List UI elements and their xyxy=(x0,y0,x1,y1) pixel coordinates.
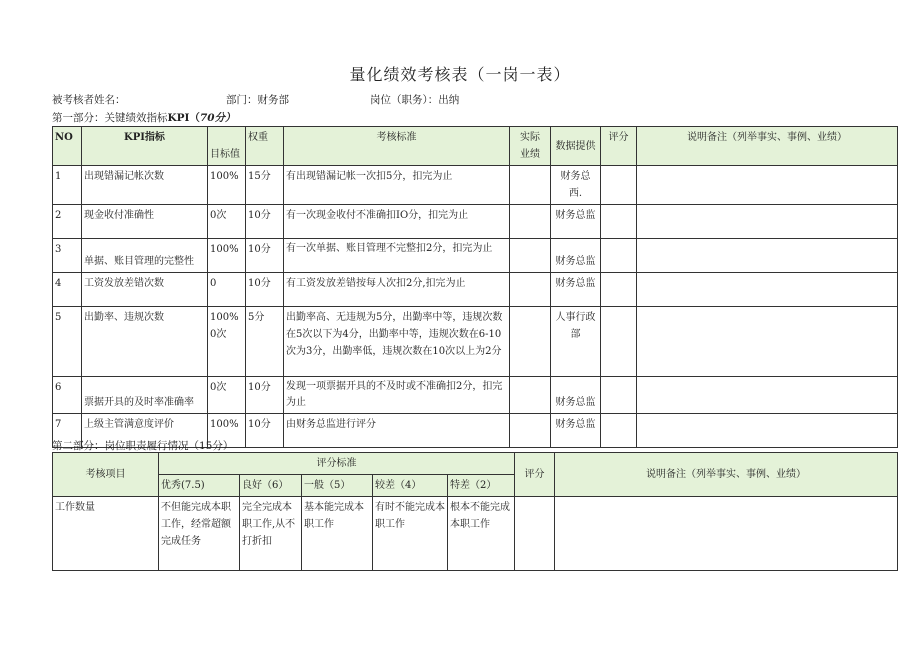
col-no: NO xyxy=(53,127,82,166)
row-note[interactable] xyxy=(637,414,898,448)
row-provider: 人事行政部 xyxy=(551,307,601,377)
row-score[interactable] xyxy=(601,307,637,377)
row-standard: 有出现错漏记帐一次扣5分，扣完为止 xyxy=(284,166,510,205)
part1-heading-prefix: 第一部分：关键绩效指标 xyxy=(52,112,168,124)
row-actual[interactable] xyxy=(510,377,551,414)
row-no: 5 xyxy=(53,307,82,377)
row-score[interactable] xyxy=(601,377,637,414)
row-standard: 发现一项票据开具的不及时或不准确扣2分，扣完为止 xyxy=(284,377,510,414)
table-row xyxy=(53,497,898,571)
row-target: 100% xyxy=(208,414,246,448)
row-score[interactable] xyxy=(601,205,637,239)
row-no: 6 xyxy=(53,377,82,414)
row-standard: 有一次现金收付不准确扣IO分，扣完为止 xyxy=(284,205,510,239)
row-level-average: 基本能完成本职工作 xyxy=(302,497,373,571)
table-row xyxy=(53,205,898,239)
col-scoring-standard: 评分标准 xyxy=(159,453,515,475)
row-kpi: 工资发放差错次数 xyxy=(82,273,208,307)
row-kpi: 出勤率、违规次数 xyxy=(82,307,208,377)
row-weight: 5分 xyxy=(246,307,284,377)
row-actual[interactable] xyxy=(510,273,551,307)
department-label: 部门：财务部 xyxy=(226,94,289,106)
row-kpi: 上级主管满意度评价 xyxy=(82,414,208,448)
row-note[interactable] xyxy=(637,307,898,377)
row-no: 3 xyxy=(53,239,82,273)
col-standard: 考核标准 xyxy=(284,127,510,166)
col-note: 说明备注（列举事实、事例、业绩） xyxy=(555,453,898,497)
part1-heading-kpi: KPI（ xyxy=(167,112,200,124)
row-kpi: 票据开具的及时率准确率 xyxy=(82,377,208,414)
col-note: 说明备注（列举事实、事例、业绩） xyxy=(637,127,898,166)
row-no: 2 xyxy=(53,205,82,239)
row-kpi: 单据、账目管理的完整性 xyxy=(82,239,208,273)
col-score: 评分 xyxy=(515,453,555,497)
level-very-poor: 特差（2） xyxy=(448,475,515,497)
row-actual[interactable] xyxy=(510,414,551,448)
level-poor: 较差（4） xyxy=(373,475,448,497)
row-item: 工作数量 xyxy=(53,497,159,571)
row-standard: 有工资发放差错按每人次扣2分,扣完为止 xyxy=(284,273,510,307)
row-target: 100% xyxy=(208,239,246,273)
row-target: 0次 xyxy=(208,377,246,414)
row-level-very-poor: 根本不能完成本职工作 xyxy=(448,497,515,571)
row-provider: 财务总监 xyxy=(551,205,601,239)
row-actual[interactable] xyxy=(510,205,551,239)
row-level-excellent: 不但能完成本职工作，经常超额完成任务 xyxy=(159,497,240,571)
row-standard: 有一次单据、账目管理不完整扣2分，扣完为止 xyxy=(284,239,510,273)
examinee-name-label: 被考核者姓名： xyxy=(52,94,126,106)
row-kpi: 现金收付准确性 xyxy=(82,205,208,239)
row-note[interactable] xyxy=(637,239,898,273)
row-level-good: 完全完成本职工作,从不打折扣 xyxy=(240,497,302,571)
part2-heading: 第二部分：岗位职责履行情况（15分） xyxy=(52,440,234,452)
table-row xyxy=(53,273,898,307)
table-row xyxy=(53,166,898,205)
row-target: 0 xyxy=(208,273,246,307)
kpi-table-header xyxy=(53,127,898,166)
duty-table-header xyxy=(53,453,898,475)
col-kpi: KPI指标 xyxy=(82,127,208,166)
table-row xyxy=(53,307,898,377)
row-level-poor: 有时不能完成本职工作 xyxy=(373,497,448,571)
row-standard: 出勤率高、无违规为5分，出勤率中等，违规次数在5次以下为4分，出勤率中等，违规次数在6-10次为3分，出勤率低，违规次数在10次以上为2分 xyxy=(284,307,510,377)
col-weight: 权重 xyxy=(246,127,284,166)
row-weight: 15分 xyxy=(246,166,284,205)
col-item: 考核项目 xyxy=(53,453,159,497)
position-label: 岗位（职务）：出纳 xyxy=(370,94,460,106)
col-actual xyxy=(510,127,551,166)
col-target: 目标值 xyxy=(208,127,246,166)
row-weight: 10分 xyxy=(246,273,284,307)
row-standard: 由财务总监进行评分 xyxy=(284,414,510,448)
level-excellent: 优秀(7.5) xyxy=(159,475,240,497)
row-target: 100% 0次 xyxy=(208,307,246,377)
duty-table xyxy=(52,452,898,571)
row-weight: 10分 xyxy=(246,414,284,448)
row-provider: 财务总监 xyxy=(551,414,601,448)
row-weight: 10分 xyxy=(246,205,284,239)
row-provider: 财务总 西. xyxy=(551,166,601,205)
row-score[interactable] xyxy=(601,273,637,307)
part1-heading xyxy=(52,110,236,125)
kpi-table xyxy=(52,126,898,448)
level-good: 良好（6） xyxy=(240,475,302,497)
row-provider: 财务总监 xyxy=(551,239,601,273)
row-actual[interactable] xyxy=(510,166,551,205)
row-actual[interactable] xyxy=(510,307,551,377)
col-actual-line2: 业绩 xyxy=(520,149,540,160)
row-score[interactable] xyxy=(601,239,637,273)
row-target: 100% xyxy=(208,166,246,205)
col-score: 评分 xyxy=(601,127,637,166)
row-score[interactable] xyxy=(601,166,637,205)
row-score[interactable] xyxy=(515,497,555,571)
row-provider: 财务总监 xyxy=(551,377,601,414)
row-note[interactable] xyxy=(637,377,898,414)
row-no: 4 xyxy=(53,273,82,307)
row-kpi: 出现错漏记帐次数 xyxy=(82,166,208,205)
part1-heading-pct: 70分） xyxy=(199,112,236,124)
table-row xyxy=(53,239,898,273)
row-score[interactable] xyxy=(601,414,637,448)
col-provider: 数据提供 xyxy=(551,127,601,166)
row-target: 0次 xyxy=(208,205,246,239)
row-actual[interactable] xyxy=(510,239,551,273)
row-note[interactable] xyxy=(637,273,898,307)
row-note[interactable] xyxy=(637,205,898,239)
row-weight: 10分 xyxy=(246,239,284,273)
table-row xyxy=(53,377,898,414)
row-no: 1 xyxy=(53,166,82,205)
row-weight: 10分 xyxy=(246,377,284,414)
page-title: 量化绩效考核表（一岗一表） xyxy=(349,65,571,84)
row-note[interactable] xyxy=(637,166,898,205)
row-provider: 财务总监 xyxy=(551,273,601,307)
row-note[interactable] xyxy=(555,497,898,571)
row-no: 7 xyxy=(53,414,82,448)
level-average: 一般（5） xyxy=(302,475,373,497)
col-actual-line1: 实际 xyxy=(520,132,540,143)
